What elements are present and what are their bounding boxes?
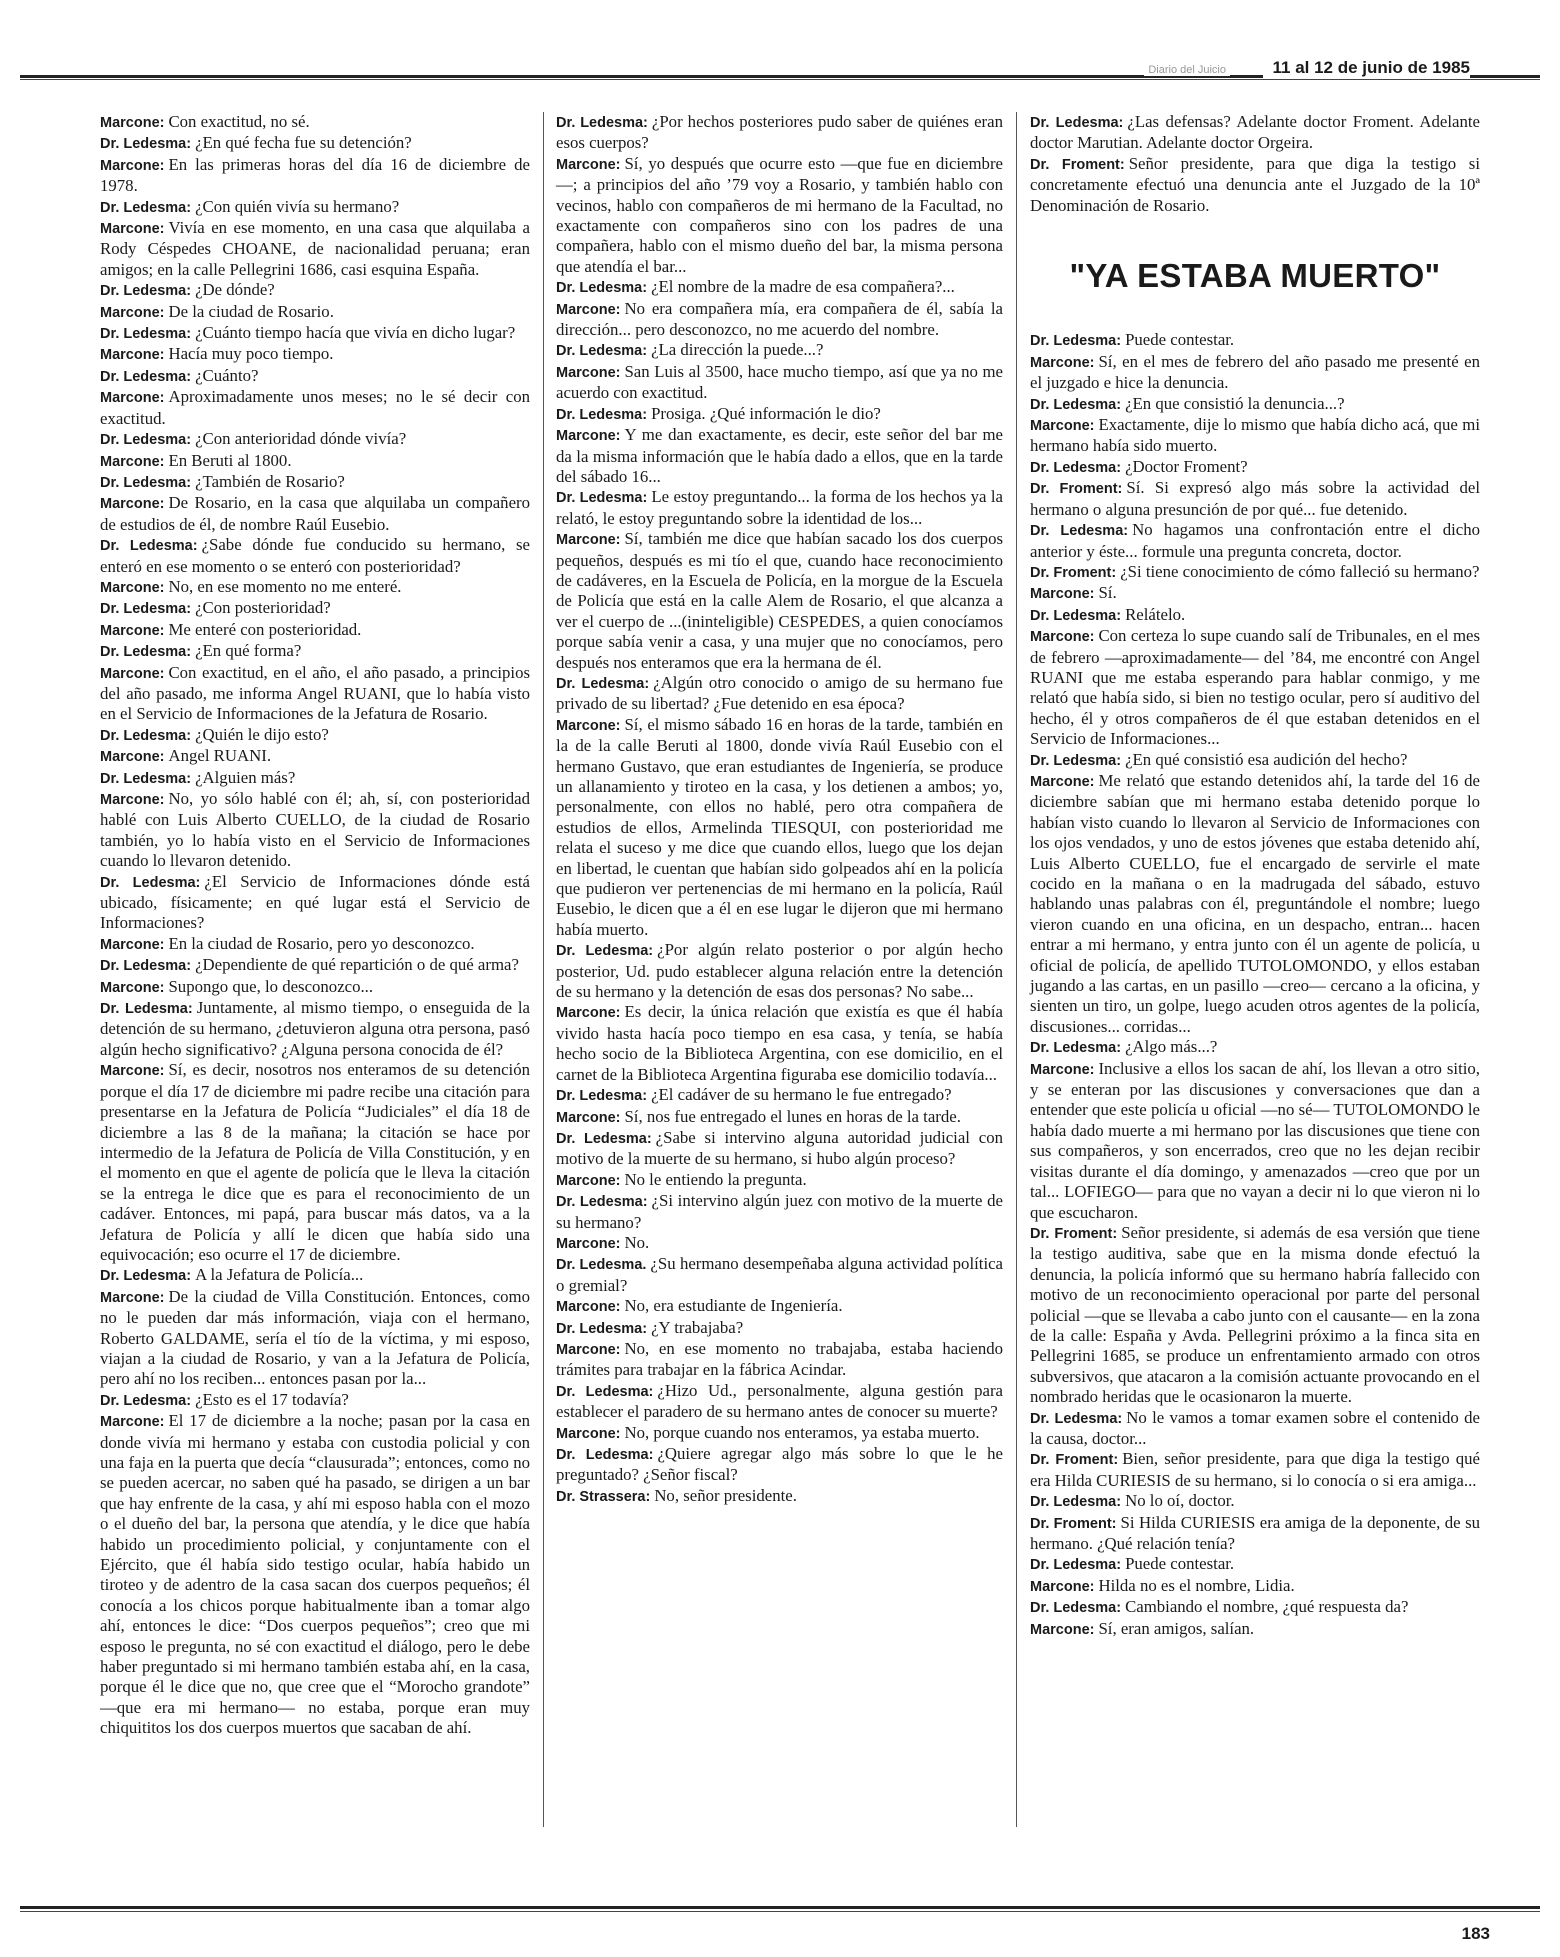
section-headline: "YA ESTABA MUERTO"	[1069, 257, 1441, 295]
transcript-line	[100, 1390, 530, 1411]
speaker-label: Dr. Ledesma:	[100, 1392, 192, 1409]
speech-text: ¿Por hechos posteriores pudo saber de quiénes eran esos cuerpos?	[556, 112, 1003, 153]
speech-text: Vivía en ese momento, en una casa que alquilaba a Rody Céspedes CHOANE, de nacionalidad peruana; eran amigos; en la calle Pellegrini 1686, casi esquina España.	[100, 218, 530, 279]
transcript-line	[100, 1265, 530, 1286]
speech-text: ¿Con quién vivía su hermano?	[195, 196, 400, 216]
speech-text: Juntamente, al mismo tiempo, o enseguida de la detención de su hermano, ¿detuvieron alguna otra persona, pasó algún hecho significativo? ¿Alguna persona conocida de él?	[100, 998, 530, 1059]
speech-text: No lo oí, doctor.	[1125, 1491, 1235, 1511]
speaker-label: Dr. Ledesma:	[556, 675, 650, 692]
speech-text: Puede contestar.	[1125, 330, 1235, 350]
transcript-line	[1030, 1554, 1480, 1575]
speaker-label: Marcone:	[1030, 1621, 1095, 1638]
transcript-line	[556, 715, 1003, 940]
speech-text: Le estoy preguntando... la forma de los hechos ya la relató, le estoy preguntando sobre la identidad de los...	[556, 487, 1003, 528]
transcript-line	[556, 1296, 1003, 1317]
speaker-label: Dr. Ledesma:	[100, 770, 192, 787]
speaker-label: Marcone:	[556, 428, 621, 445]
speaker-label: Marcone:	[556, 364, 621, 381]
transcript-line	[1030, 478, 1480, 520]
transcript-line	[1030, 1059, 1480, 1223]
transcript-line	[100, 998, 530, 1060]
speaker-label: Dr. Ledesma:	[100, 368, 192, 385]
speaker-label: Dr. Froment:	[1030, 564, 1117, 581]
speech-text: Hacía muy poco tiempo.	[168, 344, 334, 364]
speaker-label: Dr. Ledesma:	[100, 601, 192, 618]
transcript-line	[1030, 394, 1480, 415]
speaker-label: Marcone:	[100, 792, 165, 808]
speaker-label: Dr. Ledesma:	[1030, 333, 1122, 350]
transcript-line	[556, 362, 1003, 404]
speaker-label: Dr. Ledesma:	[100, 474, 192, 491]
speech-text: ¿Algún otro conocido o amigo de su hermano fue privado de su libertad? ¿Fue detenido en esa época?	[556, 672, 1003, 714]
speech-text: No le entiendo la pregunta.	[624, 1169, 807, 1189]
speaker-label: Dr. Ledesma:	[556, 1130, 652, 1147]
speaker-label: Marcone:	[100, 1414, 165, 1431]
speech-text: ¿El cadáver de su hermano le fue entregado?	[651, 1085, 952, 1105]
transcript-line	[100, 429, 530, 450]
speaker-label: Dr. Ledesma:	[100, 199, 192, 216]
transcript-line	[100, 789, 530, 872]
speaker-label: Dr. Ledesma:	[556, 1088, 648, 1105]
header-rule-top-thin	[20, 79, 1540, 80]
transcript-line	[1030, 771, 1480, 1037]
transcript-line	[100, 472, 530, 493]
speaker-label: Dr. Ledesma:	[1030, 396, 1122, 413]
speech-text: De la ciudad de Villa Constitución. Entonces, como no le pueden dar más información, viaja con el hermano, Roberto GALDAME, sería el tío de la víctima, y mi esposo, viajan a la ciudad de Rosario, y van a la Jefatura de Policía, pero ahí no los reciben... entonces pasan por la...	[100, 1286, 530, 1389]
speech-text: Sí, es decir, nosotros nos enteramos de su detención porque el día 17 de diciembre mi padre recibe una citación para presentarse en la Jefatura de Policía “Judiciales” el día 18 de diciembre a las 8 de la mañana; la citación se hace por intermedio de la Jefatura de Policía de Villa Constitución, y en el momento en que el agente de policía que le lleva la citación se la entrega le dice que es para el reconocimiento de un cadáver. Entonces, mi papá, para buscar más datos, va a la Jefatura de Policía y allí le dicen que había sido una equivocación; eso ocurre el 17 de diciembre.	[100, 1060, 530, 1264]
transcript-line	[100, 872, 530, 934]
speech-text: No, yo sólo hablé con él; ah, sí, con posterioridad hablé con Luis Alberto CUELLO, de la ciudad de Rosario también, yo lo había visto en el Servicio de Informaciones cuando lo llevaron detenido.	[100, 789, 530, 871]
speaker-label: Dr. Ledesma:	[556, 280, 648, 297]
speech-text: De la ciudad de Rosario.	[168, 301, 334, 321]
transcript-line	[556, 1233, 1003, 1254]
column-3-bottom	[1030, 330, 1480, 1640]
speaker-label: Marcone:	[100, 979, 165, 996]
transcript-line	[1030, 520, 1480, 562]
transcript-line	[1030, 112, 1480, 154]
transcript-line	[556, 1128, 1003, 1170]
transcript-line	[1030, 1576, 1480, 1597]
speech-text: Cambiando el nombre, ¿qué respuesta da?	[1125, 1597, 1409, 1617]
page-number: 183	[1461, 1924, 1490, 1943]
speaker-label: Marcone:	[1030, 629, 1095, 646]
transcript-line	[556, 340, 1003, 361]
transcript-line	[556, 940, 1003, 1002]
speaker-label: Dr. Ledesma:	[1030, 1494, 1122, 1511]
transcript-line	[100, 493, 530, 535]
column-2	[556, 112, 1003, 1507]
speech-text: No, en ese momento no trabajaba, estaba haciendo trámites para trabajar en la fábrica Acindar.	[556, 1338, 1003, 1380]
column-3	[1030, 112, 1480, 1640]
speaker-label: Dr. Ledesma:	[100, 1268, 192, 1285]
speech-text: ¿Cuánto tiempo hacía que vivía en dicho lugar?	[195, 323, 516, 343]
footer-rule	[20, 1906, 1540, 1909]
speaker-label: Marcone:	[100, 115, 165, 131]
transcript-line	[1030, 1408, 1480, 1450]
speaker-label: Marcone:	[100, 622, 165, 639]
speech-text: De Rosario, en la casa que alquilaba un compañero de estudios de él, de nombre Raúl Eusebio.	[100, 493, 530, 534]
speaker-label: Dr. Ledesma:	[556, 1447, 654, 1463]
speaker-label: Marcone:	[556, 717, 621, 734]
speaker-label: Dr. Ledesma:	[1030, 1600, 1122, 1617]
speaker-label: Dr. Ledesma:	[556, 1194, 648, 1211]
speech-text: ¿En qué forma?	[195, 641, 302, 661]
speech-text: No, en ese momento no me enteré.	[168, 576, 402, 596]
transcript-line	[1030, 583, 1480, 604]
speaker-label: Marcone:	[1030, 1061, 1095, 1078]
speech-text: Inclusive a ellos los sacan de ahí, los llevan a otro sitio, y se enteran por las discusiones y conversaciones que dan a entender que este policía u oficial —no sé— TUTOLOMONDO le había dado muerte a mi hermano por las discusiones que tiene con sus compañeros, y son encerrados, creo que no les dejan recibir visitas durante el día domingo, y amenazados —creo que por un tal... LOFIEGO— para que no vayan a decir ni lo que vieron ni lo que escucharon.	[1030, 1058, 1480, 1222]
speaker-label: Marcone:	[1030, 773, 1095, 790]
speaker-label: Dr. Strassera:	[556, 1488, 651, 1505]
speech-text: Sí, nos fue entregado el lunes en horas de la tarde.	[624, 1106, 961, 1126]
transcript-line	[556, 529, 1003, 673]
transcript-line	[100, 1060, 530, 1265]
transcript-line	[556, 487, 1003, 529]
speaker-label: Dr. Ledesma:	[1030, 1557, 1122, 1574]
speaker-label: Dr. Ledesma:	[100, 432, 192, 449]
transcript-line	[1030, 352, 1480, 394]
column-divider-2	[1016, 112, 1017, 1827]
speech-text: En la ciudad de Rosario, pero yo desconozco.	[168, 933, 475, 953]
speaker-label: Dr. Froment:	[1030, 1515, 1117, 1532]
speech-text: Exactamente, dije lo mismo que había dicho acá, que mi hermano había sido muerto.	[1030, 415, 1480, 456]
transcript-line	[100, 323, 530, 344]
speaker-label: Dr. Ledesma:	[100, 283, 192, 300]
transcript-line	[556, 673, 1003, 715]
speech-text: Sí, también me dice que habían sacado los dos cuerpos pequeños, después es mi tío el que, cuando hace reconocimiento de cadáveres, en la Escuela de Policía, en la morgue de la Escuela de Policía que está en la calle Alem de Rosario, el que alcanza a ver el cuerpo de ...(ininteligible) CESPEDES, a quien conocíamos porque sabía venir a casa, y una mujer que no conocíamos, pero después nos enteramos que era la hermana de él.	[556, 529, 1003, 672]
speaker-label: Dr. Ledesma:	[1030, 1410, 1123, 1427]
speech-text: San Luis al 3500, hace mucho tiempo, así que ya no me acuerdo con exactitud.	[556, 361, 1003, 403]
speech-text: Sí. Si expresó algo más sobre la actividad del hermano o alguna presunción de por qué... fue detenido.	[1030, 478, 1481, 519]
column-1	[100, 112, 530, 1739]
transcript-line	[1030, 154, 1480, 216]
speech-text: ¿En qué consistió esa audición del hecho?	[1125, 749, 1408, 769]
speaker-label: Marcone:	[100, 1063, 165, 1080]
transcript-line	[556, 1170, 1003, 1191]
speech-text: Si Hilda CURIESIS era amiga de la deponente, de su hermano. ¿Qué relación tenía?	[1030, 1512, 1480, 1553]
speaker-label: Marcone:	[100, 221, 165, 238]
transcript-line	[556, 1339, 1003, 1381]
speech-text: En Beruti al 1800.	[168, 450, 292, 470]
speaker-label: Dr. Ledesma:	[100, 727, 192, 744]
speaker-label: Dr. Froment:	[1030, 156, 1125, 173]
transcript-line	[1030, 605, 1480, 626]
transcript-line	[100, 155, 530, 197]
transcript-line	[1030, 1037, 1480, 1058]
speaker-label: Marcone:	[100, 749, 165, 766]
speaker-label: Marcone:	[100, 157, 165, 174]
speech-text: ¿Por algún relato posterior o por algún hecho posterior, Ud. pudo establecer alguna relación entre la detención de su hermano y la detención de esas dos personas? No sabe...	[556, 940, 1003, 1002]
transcript-line	[100, 344, 530, 365]
speech-text: Angel RUANI.	[168, 746, 272, 766]
transcript-line	[100, 387, 530, 429]
speaker-label: Dr. Ledesma:	[1030, 115, 1124, 131]
speaker-label: Dr. Ledesma:	[1030, 1040, 1122, 1057]
speaker-label: Marcone:	[556, 1172, 621, 1189]
speaker-label: Dr. Froment:	[1030, 481, 1123, 498]
speaker-label: Marcone:	[556, 1005, 621, 1022]
speech-text: No era compañera mía, era compañera de él, sabía la dirección... pero desconozco, no me acuerdo del nombre.	[556, 298, 1003, 340]
speech-text: ¿Si intervino algún juez con motivo de la muerte de su hermano?	[556, 1191, 1003, 1232]
speech-text: No hagamos una confrontación entre el dicho anterior y éste... formule una pregunta concreta, doctor.	[1030, 520, 1480, 561]
transcript-line	[100, 535, 530, 577]
speaker-label: Dr. Ledesma:	[1030, 459, 1122, 476]
transcript-line	[556, 112, 1003, 154]
speaker-label: Marcone:	[1030, 418, 1095, 435]
speaker-label: Dr. Froment:	[1030, 1452, 1119, 1469]
speaker-label: Dr. Ledesma:	[100, 1001, 193, 1018]
speech-text: ¿La dirección la puede...?	[651, 340, 824, 360]
speaker-label: Marcone:	[556, 156, 621, 173]
speech-text: ¿Hizo Ud., personalmente, alguna gestión para establecer el paradero de su hermano antes de conocer su muerte?	[556, 1380, 1003, 1422]
speech-text: Sí, eran amigos, salían.	[1098, 1618, 1255, 1638]
transcript-line	[100, 725, 530, 746]
speaker-label: Marcone:	[100, 936, 165, 953]
speech-text: Sí, en el mes de febrero del año pasado me presenté en el juzgado e hice la denuncia.	[1030, 351, 1480, 393]
column-3-top	[1030, 112, 1480, 216]
speech-text: ¿Con posterioridad?	[195, 598, 331, 618]
transcript-line	[556, 1107, 1003, 1128]
speaker-label: Marcone:	[100, 347, 165, 364]
transcript-line	[556, 1318, 1003, 1339]
transcript-line	[556, 425, 1003, 487]
transcript-line	[556, 404, 1003, 425]
speaker-label: Marcone:	[1030, 586, 1095, 603]
speech-text: ¿En qué fecha fue su detención?	[195, 133, 412, 153]
speaker-label: Dr. Ledesma:	[556, 1320, 648, 1337]
speech-text: Es decir, la única relación que existía es que él había vivido hasta hacía poco tiempo en esa casa, y tenía, se había hecho socio de la Biblioteca Argentina, con ese domicilio, en el carnet de la Biblioteca Argentina figuraba ese domicilio todavía...	[556, 1002, 1003, 1084]
transcript-line	[1030, 1491, 1480, 1512]
transcript-line	[556, 1381, 1003, 1423]
speaker-label: Marcone:	[556, 1299, 621, 1316]
speech-text: ¿Quiere agregar algo más sobre lo que le he preguntado? ¿Señor fiscal?	[556, 1444, 1003, 1485]
speaker-label: Marcone:	[100, 304, 165, 321]
speech-text: A la Jefatura de Policía...	[195, 1265, 364, 1285]
speaker-label: Marcone:	[556, 1109, 621, 1126]
transcript-line	[100, 934, 530, 955]
speech-text: No le vamos a tomar examen sobre el contenido de la causa, doctor...	[1030, 1407, 1480, 1448]
speaker-label: Marcone:	[100, 496, 165, 513]
speaker-label: Dr. Ledesma:	[556, 490, 648, 507]
speech-text: Bien, señor presidente, para que diga la testigo qué era Hilda CURIESIS de su hermano, si lo conocía o si era amiga...	[1030, 1449, 1481, 1490]
transcript-line	[100, 366, 530, 387]
speaker-label: Marcone:	[100, 390, 165, 407]
speech-text: Me enteré con posterioridad.	[168, 619, 362, 639]
speech-text: No, era estudiante de Ingeniería.	[624, 1296, 843, 1316]
speech-text: No.	[624, 1232, 650, 1252]
transcript-line	[1030, 750, 1480, 771]
transcript-line	[1030, 562, 1480, 583]
speaker-label: Marcone:	[100, 665, 165, 682]
transcript-line	[556, 154, 1003, 277]
transcript-line	[556, 1191, 1003, 1233]
transcript-line	[100, 1411, 530, 1739]
transcript-line	[100, 1287, 530, 1390]
column-divider-1	[543, 112, 544, 1827]
speech-text: Con exactitud, en el año, el año pasado, a principios del año pasado, me informa Angel RUANI, que lo había visto en el Servicio de Informaciones de la Jefatura de Rosario.	[100, 662, 530, 724]
transcript-line	[556, 1085, 1003, 1106]
transcript-line	[556, 1002, 1003, 1085]
speaker-label: Dr. Ledesma:	[556, 943, 654, 960]
speaker-label: Dr. Ledesma:	[1030, 523, 1129, 540]
speech-text: Señor presidente, si además de esa versión que tiene la testigo auditiva, sabe que en la misma donde efectuó la denuncia, la policía informó que su hermano habría fallecido con motivo de un reconocimiento operacional por parte del personal policial —que se llevaba a cabo junto con el causante— en la zona de la calle: España y Avda. Pellegrini próximo a la finca sita en Pellegrini 1685, se produce un enfrentamiento armado con otros subversivos, que atacaron a la comisión actuante provocando en el nombrado heridas que le ocasionaron la muerte.	[1030, 1222, 1481, 1407]
transcript-line	[556, 1423, 1003, 1444]
speaker-label: Marcone:	[556, 1235, 621, 1252]
speaker-label: Dr. Ledesma:	[100, 136, 192, 153]
speech-text: Con certeza lo supe cuando salí de Tribunales, en el mes de febrero —aproximadamente— del ’84, me encontré con Angel RUANI que me estaba esperando para hablar conmigo, y me relató que había sido, si bien no testigo ocular, pero sí auditivo del hecho, él y otros compañeros de él que estaban detenidos en el Servicio de Informaciones...	[1030, 626, 1480, 749]
transcript-line	[556, 277, 1003, 298]
speech-text: Con exactitud, no sé.	[168, 112, 310, 131]
speech-text: Supongo que, lo desconozco...	[168, 976, 374, 996]
speaker-label: Marcone:	[100, 579, 165, 596]
transcript-line	[1030, 415, 1480, 457]
transcript-line	[100, 112, 530, 133]
transcript-line	[100, 955, 530, 976]
speaker-label: Dr. Ledesma.	[556, 1257, 647, 1274]
speaker-label: Marcone:	[556, 532, 621, 549]
speaker-label: Marcone:	[100, 453, 165, 470]
speech-text: ¿Dependiente de qué repartición o de qué arma?	[195, 955, 519, 975]
transcript-line	[100, 577, 530, 598]
speech-text: ¿De dónde?	[195, 280, 275, 300]
speech-text: ¿Algo más...?	[1125, 1037, 1218, 1057]
speech-text: Relátelo.	[1125, 604, 1186, 624]
transcript-line	[556, 1254, 1003, 1296]
speech-text: ¿Alguien más?	[195, 767, 296, 787]
transcript-line	[100, 768, 530, 789]
speech-text: ¿Sabe dónde fue conducido su hermano, se enteró en ese momento o se enteró con posterioridad?	[100, 535, 530, 576]
speech-text: No, porque cuando nos enteramos, ya estaba muerto.	[624, 1422, 980, 1442]
speech-text: ¿El Servicio de Informaciones dónde está ubicado, físicamente; en qué lugar está el Servicio de Informaciones?	[100, 871, 530, 933]
speech-text: No, señor presidente.	[654, 1485, 797, 1505]
speech-text: Y me dan exactamente, es decir, este señor del bar me da la misma información que le había dado a ellos, que en la tarde del sábado 16...	[556, 425, 1003, 486]
speech-text: ¿Y trabajaba?	[651, 1317, 744, 1337]
footer-rule-thin	[20, 1911, 1540, 1912]
transcript-line	[1030, 1449, 1480, 1491]
speaker-label: Dr. Ledesma:	[556, 1383, 654, 1400]
speaker-label: Dr. Ledesma:	[100, 538, 198, 555]
header-publication: Diario del Juicio	[1144, 64, 1230, 76]
transcript-line	[100, 641, 530, 662]
speaker-label: Dr. Froment:	[1030, 1225, 1118, 1242]
transcript-line	[100, 620, 530, 641]
speech-text: ¿En que consistió la denuncia...?	[1125, 393, 1345, 413]
speech-text: Hilda no es el nombre, Lidia.	[1098, 1575, 1295, 1595]
speech-text: ¿También de Rosario?	[195, 471, 345, 491]
transcript-line	[1030, 457, 1480, 478]
speech-text: Prosiga. ¿Qué información le dio?	[651, 403, 881, 423]
speaker-label: Marcone:	[556, 301, 621, 318]
speech-text: Señor presidente, para que diga la testigo si concretamente efectuó una denuncia ante el Juzgado de la 10ª Denominación de Rosario.	[1030, 153, 1480, 215]
transcript-line	[100, 280, 530, 301]
speech-text: ¿Con anterioridad dónde vivía?	[195, 429, 407, 449]
speech-text: Sí.	[1098, 583, 1117, 603]
transcript-line	[556, 1444, 1003, 1486]
speech-text: ¿Quién le dijo esto?	[195, 724, 329, 744]
transcript-line	[100, 218, 530, 280]
speech-text: Sí, el mismo sábado 16 en horas de la tarde, también en la de la calle Beruti al 1800, donde vivía Raúl Eusebio con el hermano Gustavo, que eran estudiantes de Ingeniería, se produce un allanamiento y tiroteo en la casa, y los detienen a ambos; yo, personalmente, con ellos no hablé, pero otra compañera de estudios de ellos, Armelinda TIESQUI, con posterioridad me relata el suceso y me dice que cuando ellos, luego que los dejan en libertad, le cuentan que habían sido golpeados ahí en la policía que pudieron ver pertenencias de mi hermano en la policía, Raúl Eusebio, le dicen que a él en ese lugar le dijeron que mi hermano había muerto.	[556, 714, 1003, 939]
transcript-line	[556, 1486, 1003, 1507]
transcript-line	[1030, 1223, 1480, 1408]
speaker-label: Marcone:	[1030, 354, 1095, 371]
speaker-label: Marcone:	[556, 1341, 621, 1358]
speaker-label: Dr. Ledesma:	[556, 343, 648, 360]
speech-text: ¿Cuánto?	[195, 365, 259, 385]
speech-text: ¿Su hermano desempeñaba alguna actividad política o gremial?	[556, 1254, 1003, 1295]
transcript-line	[100, 746, 530, 767]
speech-text: En las primeras horas del día 16 de diciembre de 1978.	[100, 154, 530, 196]
transcript-line	[100, 977, 530, 998]
speech-text: ¿Doctor Froment?	[1125, 456, 1248, 476]
speaker-label: Dr. Ledesma:	[100, 644, 192, 661]
header-date: 11 al 12 de junio de 1985	[1263, 58, 1471, 78]
transcript-line	[1030, 330, 1480, 351]
transcript-line	[1030, 1597, 1480, 1618]
transcript-line	[100, 197, 530, 218]
transcript-line	[100, 663, 530, 725]
speech-text: Me relató que estando detenidos ahí, la tarde del 16 de diciembre sabían que mi hermano estaba detenido porque lo habían visto cuando lo llevaron al Servicio de Informaciones con los ojos vendados, y uno de estos jóvenes que estaba detenido ahí, Luis Alberto CUELLO, fue el encargado de servirle el mate cocido en la mañana o en la madrugada del sábado, estuvo hablando unas palabras con él, preguntándole el nombre; luego vieron cuando en una oficina, en un despacho, entran... hacen entrar a mi hermano, y entra junto con él un agente de policía, u oficial de policía, de apellido TUTOLOMONDO, y ellos estaban jugando a las cartas, en un pasillo —creo— cercano a la oficina, y sienten un tiro, un golpe, luego acuden otros agentes de la policía, discusiones... corridas...	[1030, 770, 1480, 1036]
speech-text: Aproximadamente unos meses; no le sé decir con exactitud.	[100, 387, 530, 428]
speech-text: ¿Sabe si intervino alguna autoridad judicial con motivo de la muerte de su hermano, si hubo algún proceso?	[556, 1127, 1003, 1169]
speech-text: ¿Si tiene conocimiento de cómo falleció su hermano?	[1120, 561, 1480, 581]
speech-text: ¿El nombre de la madre de esa compañera?...	[651, 277, 955, 297]
transcript-line	[556, 299, 1003, 341]
speech-text: El 17 de diciembre a la noche; pasan por la casa en donde vivía mi hermano y estaba con custodia policial y con una faja en la puerta que decía “clausurada”; entonces, como no se pueden acercar, no saben qué ha pasado, se dirigen a un bar que hay enfrente de la casa, y ahí mi esposo habla con el mozo o el dueño del bar, la persona que atendía, y le dice que había habido un procedimiento policial, y conjuntamente con el Ejército, que él había sido testigo ocular, había habido un tiroteo y de adentro de la casa sacan dos cuerpos pequeños; él conocía a los chicos porque habitualmente iban a tomar algo ahí, entonces le dice: “Dos cuerpos pequeños”; creo que mi esposo le pregunta, no sé con exactitud el diálogo, pero le debe haber preguntado si mi hermano también estaba ahí, en la casa, porque él le dice que no, que cree que el “Morocho grandote” —que era mi hermano— no estaba, porque eran muy chiquititos los dos cuerpos muertos que sacaban de ahí.	[100, 1411, 530, 1738]
speech-text: ¿Esto es el 17 todavía?	[195, 1389, 349, 1409]
speaker-label: Marcone:	[1030, 1578, 1095, 1595]
speech-text: Sí, yo después que ocurre esto —que fue en diciembre—; a principios del año ’79 voy a Rosario, y también hablo con vecinos, hablo con compañeros de mi hermano de la Facultad, no exactamente con compañeros sino con los padres de una compañera, hablo con el mismo dueño del bar, la misma persona que atendía el bar...	[556, 153, 1003, 276]
speech-text: ¿Las defensas? Adelante doctor Froment. Adelante doctor Marutian. Adelante doctor Orgeira.	[1030, 112, 1480, 153]
speech-text: Puede contestar.	[1125, 1554, 1235, 1574]
speaker-label: Dr. Ledesma:	[1030, 752, 1122, 769]
speaker-label: Dr. Ledesma:	[100, 958, 192, 975]
transcript-line	[100, 302, 530, 323]
speaker-label: Dr. Ledesma:	[556, 115, 648, 131]
speaker-label: Dr. Ledesma:	[100, 874, 201, 891]
transcript-line	[1030, 626, 1480, 749]
transcript-line	[1030, 1513, 1480, 1555]
transcript-line	[100, 598, 530, 619]
speaker-label: Marcone:	[100, 1289, 165, 1306]
transcript-line	[1030, 1619, 1480, 1640]
speaker-label: Dr. Ledesma:	[556, 406, 648, 423]
speaker-label: Dr. Ledesma:	[1030, 607, 1122, 624]
speaker-label: Dr. Ledesma:	[100, 326, 192, 343]
transcript-line	[100, 451, 530, 472]
speaker-label: Marcone:	[556, 1425, 621, 1442]
transcript-line	[100, 133, 530, 154]
